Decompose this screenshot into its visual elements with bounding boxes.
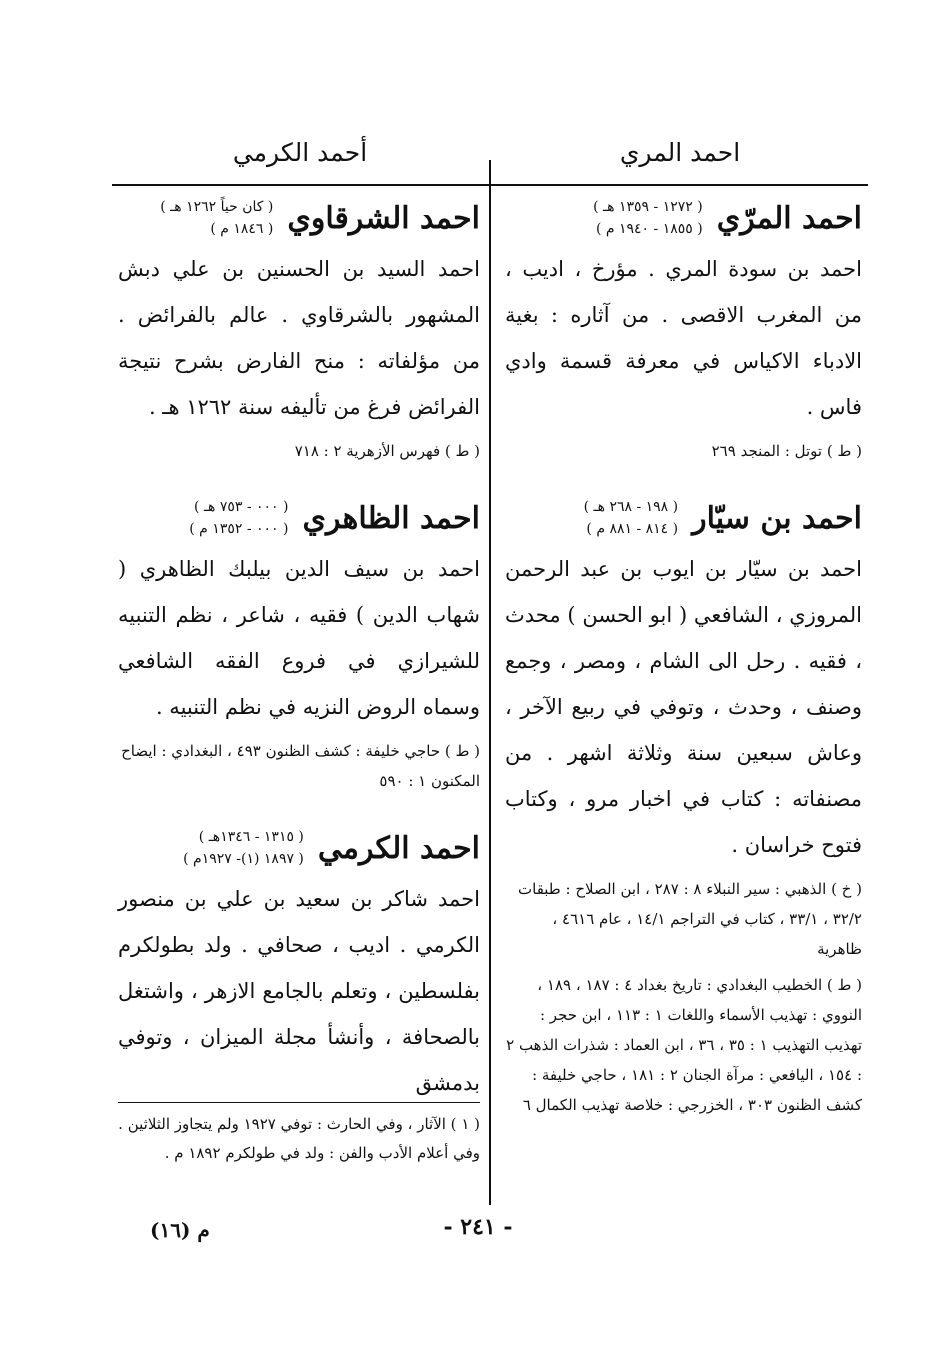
entry-name: احمد بن سيّار <box>692 500 862 536</box>
entry-name: احمد الشرقاوي <box>287 200 480 236</box>
dates-hijri: ( ١٢٧٢ - ١٣٥٩ هـ ) <box>593 199 703 215</box>
entry-dates <box>593 196 703 240</box>
entry-text: احمد شاكر بن سعيد بن علي بن منصور الكرمي . اديب ، صحافي . ولد بطولكرم بفلسطين ، وتعلم بالجامع الازهر ، واشتغل بالصحافة ، وأنشأ مجلة الميزان ، وتوفي بدمشق <box>118 887 480 1095</box>
entry-heading <box>118 496 480 540</box>
entry-heading <box>505 496 862 540</box>
entry-dates <box>189 496 288 540</box>
entry-ahmad-al-karmi <box>118 826 480 1106</box>
entry-ahmad-al-murri <box>505 196 862 466</box>
dates-gregorian: ( ٨١٤ - ٨٨١ م ) <box>586 521 679 537</box>
footnote-rule <box>118 1102 480 1103</box>
entry-name: احمد المرّي <box>716 200 862 236</box>
entry-dates <box>183 826 304 870</box>
dates-gregorian: ( ١٨٩٧ (١)- ١٩٢٧م ) <box>183 851 304 867</box>
entry-name: احمد الظاهري <box>302 500 480 536</box>
running-head-left: أحمد الكرمي <box>232 138 368 167</box>
entry-ahmad-al-sharqawi <box>118 196 480 466</box>
entry-text: احمد السيد بن الحسنين بن علي دبش المشهور بالشرقاوي . عالم بالفرائض . من مؤلفاته : منح الفارض بشرح نتيجة الفرائض فرغ من تأليفه سنة ١٢٦٢ هـ . <box>118 257 480 419</box>
printer-signature: م (١٦) <box>150 1218 210 1242</box>
dates-hijri: ( كان حياً ١٢٦٢ هـ ) <box>160 199 274 215</box>
entry-reference: ( ط ) فهرس الأزهرية ٢ : ٧١٨ <box>294 442 480 460</box>
dates-gregorian: ( ١٨٥٥ - ١٩٤٠ م ) <box>595 221 703 237</box>
dates-hijri: ( ١٩٨ - ٢٦٨ هـ ) <box>583 499 679 515</box>
dates-hijri: ( ٠٠٠ - ٧٥٣ هـ ) <box>193 499 289 515</box>
running-head-right: احمد المري <box>619 138 741 167</box>
entry-heading <box>505 196 862 240</box>
entry-heading <box>118 826 480 870</box>
entry-ahmad-al-zahiri <box>118 496 480 796</box>
entry-dates <box>584 496 679 540</box>
entry-text: احمد بن سيّار بن ايوب بن عبد الرحمن المروزي ، الشافعي ( ابو الحسن ) محدث ، فقيه . رحل الى الشام ، ومصر ، وجمع وصنف ، وحدث ، وتوفي في ربيع الآخر ، وعاش سبعين سنة وثلاثة اشهر . من مصنفاته : كتاب في اخبار مرو ، وكتاب فتوح خراسان . <box>505 557 862 857</box>
entry-text: احمد بن سودة المري . مؤرخ ، اديب ، من المغرب الاقصى . من آثاره : بغية الادباء الاكياس في معرفة قسمة وادي فاس . <box>505 257 862 419</box>
dates-hijri: ( ١٣١٥ - ١٣٤٦هـ ) <box>198 829 304 845</box>
entry-dates <box>160 196 273 240</box>
dates-gregorian: ( ٠٠٠ - ١٣٥٢ م ) <box>189 521 289 537</box>
entry-name: احمد الكرمي <box>317 830 480 866</box>
entry-reference: ( ط ) توتل : المنجد ٢٦٩ <box>711 442 862 460</box>
page-number: - ٢٤١ - <box>443 1214 513 1240</box>
column-divider <box>489 160 491 1205</box>
entry-reference: ( خ ) الذهبي : سير النبلاء ٨ : ٢٨٧ ، ابن الصلاح : طبقات ٣٢/٢ ، ٣٣/١ ، كتاب في التراجم ١٤/١ ، عام ٤٦١٦ ، ظاهرية <box>518 880 862 958</box>
entry-reference: ( ط ) حاجي خليفة : كشف الظنون ٤٩٣ ، البغدادي : ايضاح المكنون ١ : ٥٩٠ <box>121 742 480 790</box>
footnote: ( ١ ) الآثار ، وفي الحارث : توفي ١٩٢٧ ولم يتجاوز الثلاثين . وفي أعلام الأدب والفن : ولد في طولكرم ١٨٩٢ م . <box>118 1115 480 1162</box>
right-column <box>505 196 862 1150</box>
entry-reference: ( ط ) الخطيب البغدادي : تاريخ بغداد ٤ : ١٨٧ ، ١٨٩ ، النووي : تهذيب الأسماء واللغات ١ : ١١٣ ، ابن حجر : تهذيب التهذيب ١ : ٣٥ ، ٣٦ ، ابن العماد : شذرات الذهب ٢ : ١٥٤ ، اليافعي : مرآة الجنان ٢ : ١٨١ ، حاجي خليفة : كشف الظنون ٣٠٣ ، الخزرجي : خلاصة تهذيب الكمال ٦ <box>506 976 862 1114</box>
dates-gregorian: ( ١٨٤٦ م ) <box>210 221 274 237</box>
entry-ahmad-ibn-sayyar <box>505 496 862 1120</box>
entry-text: احمد بن سيف الدين بيلبك الظاهري ( شهاب الدين ) فقيه ، شاعر ، نظم التنبيه للشيرازي في فروع الفقه الشافعي وسماه الروض النزيه في نظم التنبيه . <box>118 557 480 719</box>
left-column <box>118 196 480 1136</box>
entry-heading <box>118 196 480 240</box>
